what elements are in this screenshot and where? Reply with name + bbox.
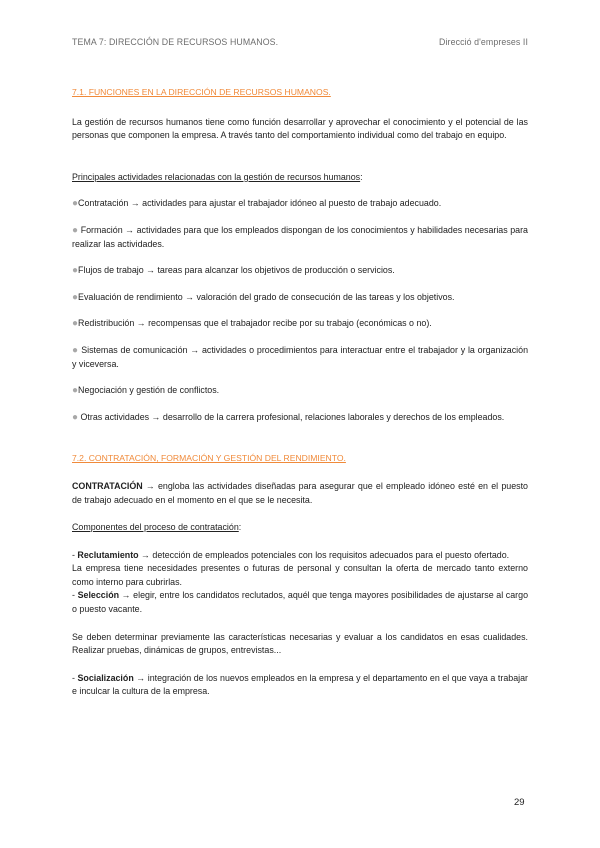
bullet-icon: ● <box>72 265 79 277</box>
components-heading <box>72 521 528 535</box>
section-2-title: 7.2. CONTRATACIÓN, FORMACIÓN Y GESTIÓN DEL RENDIMIENTO. <box>72 453 346 464</box>
activity-item <box>72 411 528 425</box>
contratacion-term: CONTRATACIÓN <box>72 480 143 491</box>
activities-heading-colon: : <box>360 171 363 182</box>
contratacion-definition: → engloba las actividades diseñadas para asegurar que el empleado idóneo esté en el puesto de trabajo adecuado en el momento en el que se le necesita. <box>72 480 528 505</box>
dash-marker: - <box>72 590 78 601</box>
activity-text: Redistribución → recompensas que el trabajador recibe por su trabajo (económicas o no). <box>78 318 432 329</box>
reclutamiento-definition: → detección de empleados potenciales con los requisitos adecuados para el puesto ofertado. <box>138 549 510 560</box>
components-heading-text: Componentes del proceso de contratación <box>72 522 239 533</box>
reclutamiento-extra: La empresa tiene necesidades presentes o futuras de personal y consultan la oferta de mercado tanto externo como interno para cubrirlas. <box>72 563 528 587</box>
seleccion-paragraph <box>72 589 528 616</box>
header-left-title: TEMA 7: DIRECCIÓN DE RECURSOS HUMANOS. <box>72 37 279 47</box>
page-content <box>72 86 528 699</box>
bullet-icon: ● <box>72 318 79 330</box>
page-header <box>72 37 528 47</box>
contratacion-paragraph <box>72 480 528 507</box>
reclutamiento-paragraph <box>72 549 528 563</box>
seleccion-term: Selección <box>77 590 120 601</box>
bullet-icon: ● <box>72 344 79 356</box>
bullet-icon: ● <box>72 411 79 423</box>
activity-item <box>72 264 528 278</box>
activity-text: Evaluación de rendimiento → valoración del grado de consecución de las tareas y los objetivos. <box>78 291 455 302</box>
activity-text: Contratación → actividades para ajustar el trabajador idóneo al puesto de trabajo adecuado. <box>78 198 442 209</box>
socializacion-paragraph <box>72 672 528 699</box>
components-heading-colon: : <box>238 522 242 533</box>
activity-item <box>72 197 528 211</box>
activity-item <box>72 384 528 398</box>
seleccion-definition: → elegir, entre los candidatos reclutados, aquél que tenga mayores posibilidades de ajustarse al cargo o puesto vacante. <box>72 590 529 615</box>
activity-item <box>72 317 528 331</box>
activity-text: Negociación y gestión de conflictos. <box>78 385 220 396</box>
activity-text: Formación → actividades para que los empleados dispongan de los conocimientos y habilidades necesarias para realizar las actividades. <box>72 224 528 249</box>
bullet-icon: ● <box>72 291 79 303</box>
dash-marker: - <box>72 672 78 683</box>
activity-text: Flujos de trabajo → tareas para alcanzar los objetivos de producción o servicios. <box>78 265 395 276</box>
section-1-intro: La gestión de recursos humanos tiene como función desarrollar y aprovechar el conocimiento y el potencial de las personas que componen la empresa. A través tanto del comportamiento individual como del trabajo en equipo. <box>72 116 528 141</box>
activity-text: Sistemas de comunicación → actividades o procedimientos para interactuar entre el trabajador y la organización y viceversa. <box>72 344 529 369</box>
activity-item <box>72 291 528 305</box>
bullet-icon: ● <box>72 385 79 397</box>
bullet-icon: ● <box>72 198 79 210</box>
activities-heading-text: Principales actividades relacionadas con la gestión de recursos humanos <box>72 171 361 182</box>
activity-text: Otras actividades → desarrollo de la carrera profesional, relaciones laborales y derechos de los empleados. <box>80 411 505 422</box>
dash-marker: - <box>72 549 78 560</box>
bullet-icon: ● <box>72 224 79 236</box>
reclutamiento-term: Reclutamiento <box>77 549 139 560</box>
activity-item <box>72 344 528 371</box>
activity-item <box>72 224 528 251</box>
activities-heading <box>72 171 528 185</box>
determinar-paragraph: Se deben determinar previamente las características necesarias y evaluar a los candidatos en esas cualidades. Realizar pruebas, dinámicas de grupos, entrevistas... <box>72 631 528 656</box>
socializacion-term: Socialización <box>77 672 134 683</box>
header-right-subject: Direcció d'empreses II <box>439 37 528 47</box>
section-1-title: 7.1. FUNCIONES EN LA DIRECCIÓN DE RECURSOS HUMANOS. <box>72 87 331 97</box>
socializacion-definition: → integración de los nuevos empleados en la empresa y el departamento en el que vaya a trabajar e inculcar la cultura de la empresa. <box>72 672 528 697</box>
page-number: 29 <box>514 797 525 808</box>
